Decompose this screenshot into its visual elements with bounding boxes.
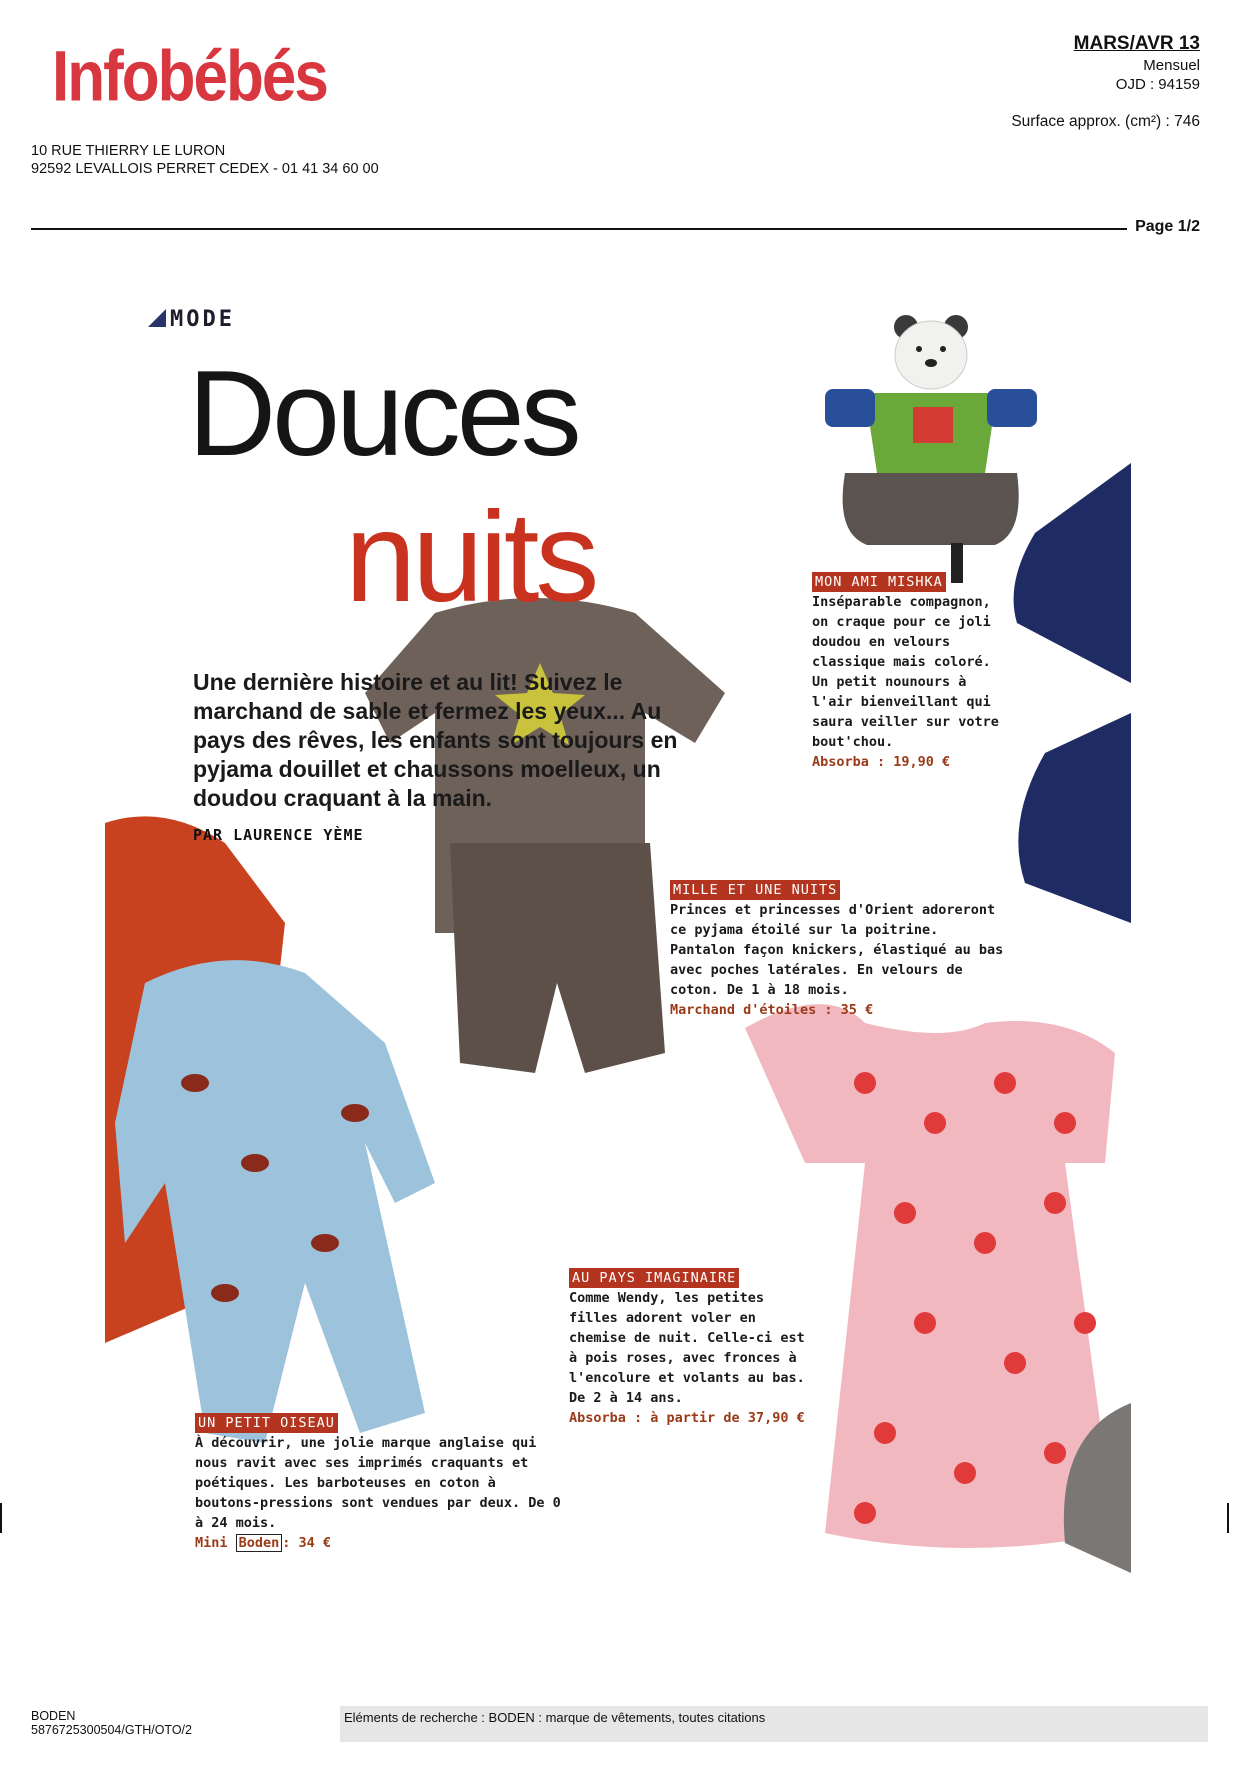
surface-area: Surface approx. (cm²) : 746 xyxy=(1011,113,1200,130)
caption-mille-nuits xyxy=(670,880,1010,1020)
brand-highlight: Boden xyxy=(236,1534,283,1552)
caption-price: Absorba : 19,90 € xyxy=(812,754,951,770)
client-name: BODEN xyxy=(31,1709,76,1723)
caption-text: Princes et princesses d'Orient adoreront ce pyjama étoilé sur la poitrine. Pantalon façon knickers, élastiqué au bas avec poches latérales. En velours de coton. De 1 à 18 mois. xyxy=(670,902,1004,998)
caption-mishka xyxy=(812,572,1002,772)
blue-pyjama-image xyxy=(1014,463,1131,923)
header-divider xyxy=(31,228,1127,230)
article-byline: PAR LAURENCE YÈME xyxy=(193,826,364,844)
caption-tag: MON AMI MISHKA xyxy=(812,572,946,592)
ojd-count: OJD : 94159 xyxy=(1115,76,1200,93)
address-line-2: 92592 LEVALLOIS PERRET CEDEX - 01 41 34 60 00 xyxy=(31,161,379,177)
issue-info xyxy=(1011,32,1200,131)
client-ref: 5876725300504/GTH/OTO/2 xyxy=(31,1723,192,1737)
caption-text: Comme Wendy, les petites filles adorent voler en chemise de nuit. Celle-ci est à pois roses, avec fronces à l'encolure et volants au bas. De 2 à 14 ans. xyxy=(569,1290,805,1406)
publication-logo: Infobébés xyxy=(52,37,327,117)
issue-date: MARS/AVR 13 xyxy=(1073,33,1200,54)
footer-client xyxy=(31,1709,192,1737)
publisher-address xyxy=(31,142,379,178)
issue-frequency: Mensuel xyxy=(1143,57,1200,74)
section-text: MODE xyxy=(170,307,235,332)
search-elements: Eléments de recherche : BODEN : marque de vêtements, toutes citations xyxy=(340,1706,1208,1742)
teddy-doudou-image xyxy=(825,315,1037,583)
price-suffix: : 34 € xyxy=(282,1535,332,1551)
caption-price: Absorba : à partir de 37,90 € xyxy=(569,1410,805,1426)
caption-petit-oiseau xyxy=(195,1413,565,1553)
address-line-1: 10 RUE THIERRY LE LURON xyxy=(31,143,226,159)
crop-mark-right xyxy=(1227,1503,1229,1533)
caption-tag: AU PAYS IMAGINAIRE xyxy=(569,1268,739,1288)
caption-text: À découvrir, une jolie marque anglaise qui nous ravit avec ses imprimés craquants et poétiques. Les barboteuses en coton à boutons-pressions sont vendues par deux. De 0 à 24 mois. xyxy=(195,1435,561,1531)
page-number: Page 1/2 xyxy=(1127,218,1200,236)
caption-price: Marchand d'étoiles : 35 € xyxy=(670,1002,874,1018)
caption-pays-imaginaire xyxy=(569,1268,814,1428)
caption-tag: UN PETIT OISEAU xyxy=(195,1413,338,1433)
caption-price xyxy=(195,1533,565,1553)
caption-tag: MILLE ET UNE NUITS xyxy=(670,880,840,900)
section-label xyxy=(148,307,235,332)
caption-text: Inséparable compagnon, on craque pour ce joli doudou en velours classique mais coloré. Un petit nounours à l'air bienveillant qui saura veiller sur votre bout'chou. xyxy=(812,594,999,750)
price-prefix: Mini xyxy=(195,1535,228,1551)
crop-mark-left xyxy=(0,1503,2,1533)
article-lead: Une dernière histoire et au lit! Suivez le marchand de sable et fermez les yeux... Au pays des rêves, les enfants sont toujours en pyjama douillet et chaussons moelleux, un doudou craquant à la main. xyxy=(193,669,678,811)
title-line-1: Douces xyxy=(188,345,578,481)
triangle-icon xyxy=(148,309,166,327)
title-line-2: nuits xyxy=(345,486,596,629)
